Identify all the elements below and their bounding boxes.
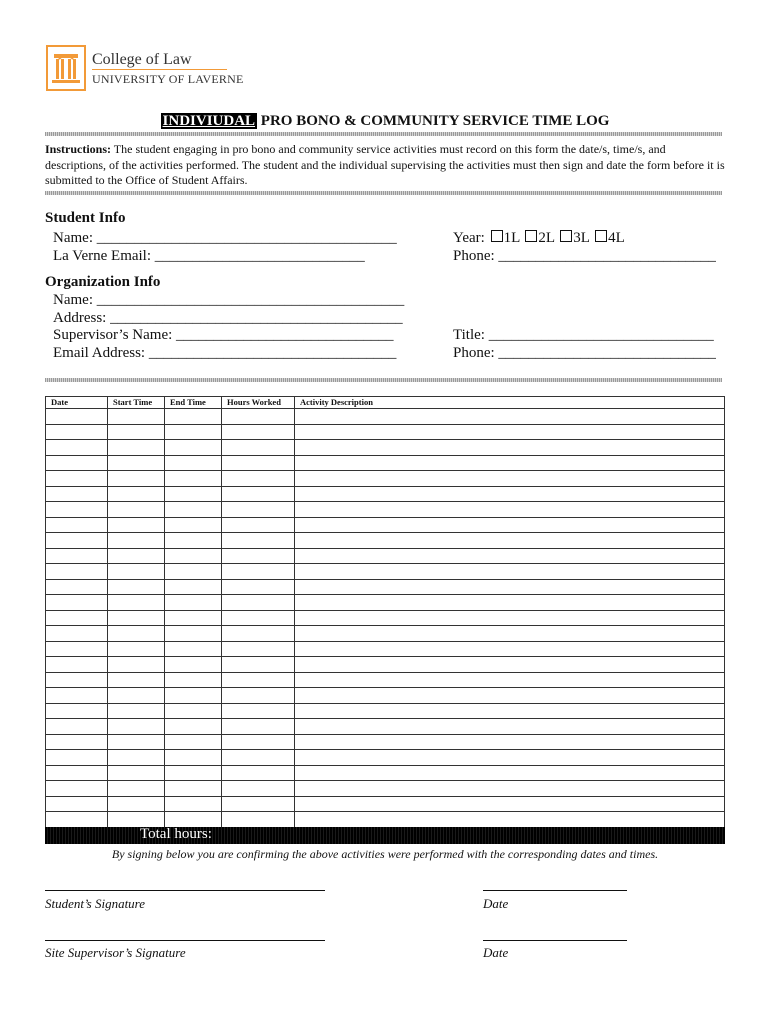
table-cell[interactable] [165,548,222,564]
total-hours-label: Total hours: [140,826,212,842]
table-cell[interactable] [46,533,108,549]
year-3l-checkbox[interactable] [560,230,572,242]
table-row [46,517,725,533]
table-cell[interactable] [222,672,295,688]
table-cell[interactable] [295,409,725,425]
university-logo-icon [46,45,86,91]
table-row [46,734,725,750]
year-4l-checkbox[interactable] [595,230,607,242]
table-cell[interactable] [108,641,165,657]
organization-info-heading: Organization Info [45,274,161,290]
table-row [46,812,725,828]
table-cell[interactable] [46,657,108,673]
table-cell[interactable] [165,502,222,518]
table-cell[interactable] [165,517,222,533]
table-cell[interactable] [222,657,295,673]
table-row [46,486,725,502]
table-row [46,703,725,719]
table-cell[interactable] [46,517,108,533]
table-cell[interactable] [46,579,108,595]
table-cell[interactable] [165,719,222,735]
table-cell[interactable] [222,486,295,502]
table-cell[interactable] [222,781,295,797]
table-cell[interactable] [222,703,295,719]
table-cell[interactable] [222,455,295,471]
table-cell[interactable] [165,533,222,549]
table-cell[interactable] [222,719,295,735]
table-cell[interactable] [165,641,222,657]
table-cell[interactable] [222,688,295,704]
table-cell[interactable] [222,641,295,657]
table-cell[interactable] [46,440,108,456]
table-cell[interactable] [295,579,725,595]
table-row [46,610,725,626]
student-phone-field[interactable]: Phone: _____________________________ [453,248,716,264]
year-3l-label: 3L [573,230,590,246]
table-row [46,564,725,580]
org-email-field[interactable]: Email Address: _________________________________ [53,345,397,361]
student-info-heading: Student Info [45,210,126,226]
year-1l-label: 1L [503,230,520,246]
table-cell[interactable] [108,579,165,595]
table-cell[interactable] [108,409,165,425]
year-2l-checkbox[interactable] [525,230,537,242]
table-cell[interactable] [165,595,222,611]
table-cell[interactable] [108,502,165,518]
table-cell[interactable] [295,719,725,735]
org-address-field[interactable]: Address: _______________________________________ [53,310,403,326]
table-cell[interactable] [295,796,725,812]
table-cell[interactable] [46,626,108,642]
table-cell[interactable] [108,719,165,735]
table-cell[interactable] [46,641,108,657]
title-rest: PRO BONO & COMMUNITY SERVICE TIME LOG [257,113,610,129]
table-cell[interactable] [295,688,725,704]
student-date-label: Date [483,896,509,911]
table-row [46,471,725,487]
table-cell[interactable] [165,409,222,425]
confirmation-statement: By signing below you are confirming the above activities were performed with the corresponding dates and times. [111,847,659,861]
supervisor-name-field[interactable]: Supervisor’s Name: _____________________________ [53,327,394,343]
table-cell[interactable] [222,610,295,626]
table-cell[interactable] [46,486,108,502]
table-row [46,440,725,456]
table-cell[interactable] [46,424,108,440]
table-cell[interactable] [108,424,165,440]
table-cell[interactable] [295,812,725,828]
table-cell[interactable] [108,517,165,533]
table-row [46,455,725,471]
year-2l-label: 2L [538,230,555,246]
logo-divider [92,69,227,70]
table-cell[interactable] [165,781,222,797]
table-cell[interactable] [108,533,165,549]
column-header-start-time: Start Time [108,397,165,409]
supervisor-title-field[interactable]: Title: ______________________________ [453,327,714,343]
table-cell[interactable] [222,626,295,642]
table-cell[interactable] [295,502,725,518]
org-name-field[interactable]: Name: _________________________________________ [53,292,405,308]
instructions-text: The student engaging in pro bono and community service activities must record on this form the date/s, time/s, and descriptions, of the activities performed. The student and the individual supervising the activities must then sign and date the form before it is submitted to the Office of Student Affairs. [45,142,725,187]
divider [45,378,722,382]
table-cell[interactable] [108,610,165,626]
supervisor-date-line[interactable] [483,940,627,941]
table-cell[interactable] [108,564,165,580]
table-row [46,657,725,673]
table-cell[interactable] [108,455,165,471]
table-cell[interactable] [165,657,222,673]
table-cell[interactable] [295,765,725,781]
table-cell[interactable] [222,548,295,564]
table-cell[interactable] [295,750,725,766]
table-row [46,424,725,440]
table-cell[interactable] [46,750,108,766]
table-cell[interactable] [108,796,165,812]
table-cell[interactable] [108,471,165,487]
table-cell[interactable] [108,486,165,502]
table-cell[interactable] [295,595,725,611]
table-cell[interactable] [46,564,108,580]
table-cell[interactable] [165,626,222,642]
table-cell[interactable] [222,564,295,580]
student-signature-label: Student’s Signature [45,896,146,911]
table-cell[interactable] [295,471,725,487]
table-cell[interactable] [108,703,165,719]
table-cell[interactable] [108,657,165,673]
table-cell[interactable] [165,812,222,828]
column-header-hours-worked: Hours Worked [222,397,295,409]
table-cell[interactable] [222,750,295,766]
year-1l-checkbox[interactable] [491,230,503,242]
table-cell[interactable] [295,486,725,502]
divider [45,132,722,136]
instructions [45,142,725,189]
divider [45,191,722,195]
table-cell[interactable] [46,703,108,719]
table-cell[interactable] [108,440,165,456]
table-cell[interactable] [46,471,108,487]
table-cell[interactable] [165,579,222,595]
table-row [46,502,725,518]
column-header-date: Date [46,397,108,409]
table-cell[interactable] [46,409,108,425]
table-row [46,719,725,735]
table-cell[interactable] [46,688,108,704]
table-cell[interactable] [108,781,165,797]
table-cell[interactable] [165,486,222,502]
table-cell[interactable] [222,579,295,595]
table-cell[interactable] [108,595,165,611]
table-cell[interactable] [165,734,222,750]
logo-college-name: College of Law [92,51,192,68]
table-cell[interactable] [46,765,108,781]
table-cell[interactable] [295,672,725,688]
table-header-row [46,397,725,409]
table-cell[interactable] [108,812,165,828]
column-header-end-time: End Time [165,397,222,409]
table-cell[interactable] [165,703,222,719]
time-log-table [45,396,725,828]
table-cell[interactable] [222,796,295,812]
year-label: Year: [453,230,489,246]
supervisor-signature-line[interactable] [45,940,325,941]
table-cell[interactable] [295,424,725,440]
table-row [46,750,725,766]
table-cell[interactable] [165,610,222,626]
table-cell[interactable] [46,610,108,626]
table-cell[interactable] [222,502,295,518]
table-row [46,595,725,611]
table-cell[interactable] [295,517,725,533]
table-cell[interactable] [46,672,108,688]
table-cell[interactable] [165,564,222,580]
table-row [46,641,725,657]
table-cell[interactable] [46,548,108,564]
table-cell[interactable] [295,455,725,471]
table-cell[interactable] [46,734,108,750]
column-header-activity-description: Activity Description [295,397,725,409]
table-cell[interactable] [165,424,222,440]
table-cell[interactable] [222,595,295,611]
table-cell[interactable] [108,626,165,642]
table-cell[interactable] [46,719,108,735]
table-cell[interactable] [222,765,295,781]
table-cell[interactable] [222,812,295,828]
table-cell[interactable] [46,796,108,812]
table-cell[interactable] [108,765,165,781]
table-cell[interactable] [222,440,295,456]
instructions-label: Instructions: [45,142,112,156]
supervisor-signature-label: Site Supervisor’s Signature [45,945,186,960]
table-cell[interactable] [46,455,108,471]
table-cell[interactable] [295,626,725,642]
table-cell[interactable] [295,703,725,719]
table-row [46,548,725,564]
table-cell[interactable] [222,409,295,425]
student-signature-line[interactable] [45,890,325,891]
table-cell[interactable] [295,657,725,673]
table-cell[interactable] [46,812,108,828]
org-phone-field[interactable]: Phone: _____________________________ [453,345,716,361]
table-cell[interactable] [222,533,295,549]
table-row [46,781,725,797]
table-cell[interactable] [295,440,725,456]
table-cell[interactable] [165,455,222,471]
table-cell[interactable] [165,471,222,487]
table-cell[interactable] [165,672,222,688]
table-row [46,579,725,595]
table-row [46,672,725,688]
table-cell[interactable] [295,641,725,657]
student-name-field[interactable]: Name: ________________________________________ [53,230,397,246]
year-4l-label: 4L [608,230,625,246]
table-cell[interactable] [295,734,725,750]
table-cell[interactable] [46,595,108,611]
table-cell[interactable] [295,781,725,797]
logo-university-name: UNIVERSITY OF LAVERNE [92,72,244,86]
table-cell[interactable] [222,424,295,440]
table-row [46,688,725,704]
table-cell[interactable] [165,440,222,456]
student-email-field[interactable]: La Verne Email: ____________________________ [53,248,365,264]
table-cell[interactable] [165,796,222,812]
table-cell[interactable] [108,548,165,564]
table-cell[interactable] [222,517,295,533]
table-cell[interactable] [222,471,295,487]
table-cell[interactable] [108,734,165,750]
student-date-line[interactable] [483,890,627,891]
year-field [453,230,625,247]
table-cell[interactable] [46,502,108,518]
table-cell[interactable] [165,750,222,766]
table-cell[interactable] [108,750,165,766]
table-cell[interactable] [165,688,222,704]
table-cell[interactable] [295,610,725,626]
table-cell[interactable] [108,672,165,688]
table-cell[interactable] [222,734,295,750]
supervisor-date-label: Date [483,945,509,960]
table-cell[interactable] [108,688,165,704]
table-cell[interactable] [295,548,725,564]
table-cell[interactable] [295,564,725,580]
table-row [46,796,725,812]
table-row [46,533,725,549]
table-cell[interactable] [165,765,222,781]
table-row [46,765,725,781]
table-cell[interactable] [46,781,108,797]
table-cell[interactable] [295,533,725,549]
table-row [46,626,725,642]
page-title [0,113,770,130]
table-row [46,409,725,425]
title-highlight: INDIVIUDAL [162,113,256,129]
